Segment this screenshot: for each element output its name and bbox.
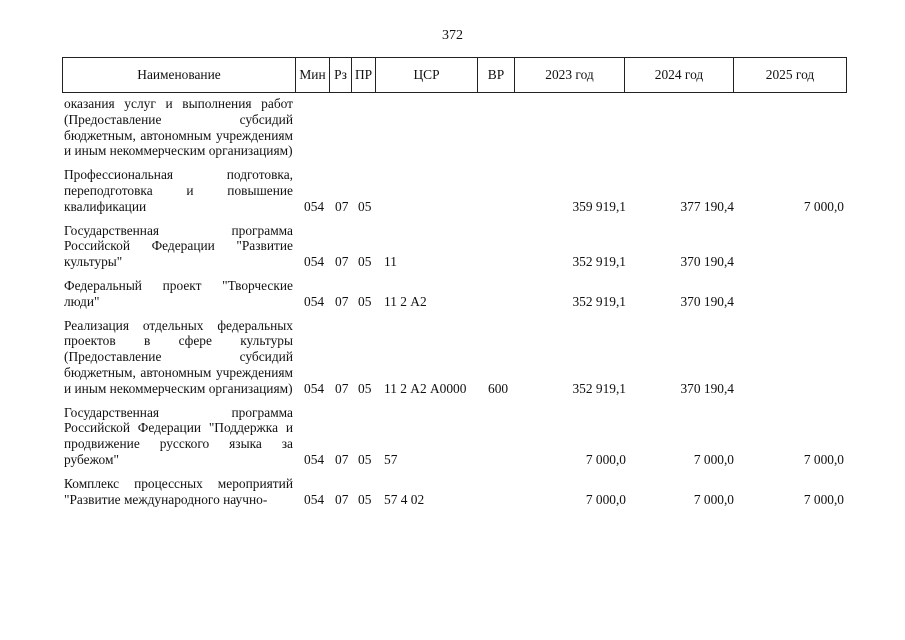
row-2023: 7 000,0 bbox=[585, 491, 626, 507]
row-2023: 7 000,0 bbox=[585, 451, 626, 467]
table-body bbox=[64, 96, 846, 515]
row-rz: 07 bbox=[335, 293, 349, 309]
row-pr: 05 bbox=[358, 491, 372, 507]
header-rz: Рз bbox=[330, 58, 352, 93]
row-pr: 05 bbox=[358, 380, 372, 396]
row-2024: 370 190,4 bbox=[680, 380, 734, 396]
row-vr: 600 bbox=[488, 380, 509, 396]
row-csr: 11 bbox=[384, 254, 397, 270]
row-csr: 11 2 А2 А0000 bbox=[384, 380, 467, 396]
row-name: Профессиональная подготовка, переподготовка и повышение квалификации bbox=[64, 167, 293, 214]
row-min: 054 bbox=[304, 451, 325, 467]
row-min: 054 bbox=[304, 293, 325, 309]
row-pr: 05 bbox=[358, 254, 372, 270]
row-2024: 370 190,4 bbox=[680, 254, 734, 270]
table-row bbox=[64, 96, 846, 159]
row-name: Комплекс процессных мероприятий "Развитие международного научно- bbox=[64, 475, 293, 507]
table-header bbox=[62, 57, 847, 93]
row-2025: 7 000,0 bbox=[803, 451, 844, 467]
row-2024: 370 190,4 bbox=[680, 293, 734, 309]
table-row bbox=[64, 167, 846, 214]
page-number: 372 bbox=[442, 28, 463, 43]
table-row bbox=[64, 223, 846, 270]
row-rz: 07 bbox=[335, 491, 349, 507]
header-2024: 2024 год bbox=[625, 58, 734, 93]
row-pr: 05 bbox=[358, 198, 372, 214]
row-csr: 57 4 02 bbox=[384, 491, 425, 507]
row-min: 054 bbox=[304, 198, 325, 214]
row-min: 054 bbox=[304, 491, 325, 507]
row-2023: 352 919,1 bbox=[572, 254, 626, 270]
row-rz: 07 bbox=[335, 198, 349, 214]
row-2025: 7 000,0 bbox=[803, 198, 844, 214]
row-2023: 352 919,1 bbox=[572, 293, 626, 309]
header-2025: 2025 год bbox=[734, 58, 847, 93]
row-2025: 7 000,0 bbox=[803, 491, 844, 507]
header-min: Мин bbox=[296, 58, 330, 93]
row-min: 054 bbox=[304, 380, 325, 396]
header-name: Наименование bbox=[63, 58, 296, 93]
row-name: Реализация отдельных федеральных проектов в сфере культуры (Предоставление субсидий бюджетным, автономным учреждениям и иным некоммерческим организациям) bbox=[64, 317, 293, 396]
table-row bbox=[64, 278, 846, 310]
row-2023: 352 919,1 bbox=[572, 380, 626, 396]
row-name: оказания услуг и выполнения работ (Предоставление субсидий бюджетным, автономным учреждениям и иным некоммерческим организациям) bbox=[64, 96, 293, 159]
table-row bbox=[64, 405, 846, 468]
row-csr: 11 2 А2 bbox=[384, 293, 427, 309]
row-name: Государственная программа Российской Федерации "Развитие культуры" bbox=[64, 222, 293, 270]
row-2024: 377 190,4 bbox=[680, 198, 734, 214]
row-rz: 07 bbox=[335, 380, 349, 396]
row-min: 054 bbox=[304, 254, 325, 270]
header-2023: 2023 год bbox=[515, 58, 625, 93]
row-2023: 359 919,1 bbox=[572, 198, 626, 214]
row-2024: 7 000,0 bbox=[693, 491, 734, 507]
header-pr: ПР bbox=[352, 58, 376, 93]
row-name: Государственная программа Российской Федерации "Поддержка и продвижение русского языка за рубежом" bbox=[64, 404, 293, 467]
table-row bbox=[64, 476, 846, 508]
row-pr: 05 bbox=[358, 451, 372, 467]
header-vr: ВР bbox=[478, 58, 515, 93]
table-row bbox=[64, 318, 846, 397]
row-name: Федеральный проект "Творческие люди" bbox=[64, 277, 293, 309]
row-rz: 07 bbox=[335, 254, 349, 270]
row-pr: 05 bbox=[358, 293, 372, 309]
row-2024: 7 000,0 bbox=[693, 451, 734, 467]
row-rz: 07 bbox=[335, 451, 349, 467]
row-csr: 57 bbox=[384, 451, 398, 467]
header-csr: ЦСР bbox=[376, 58, 478, 93]
